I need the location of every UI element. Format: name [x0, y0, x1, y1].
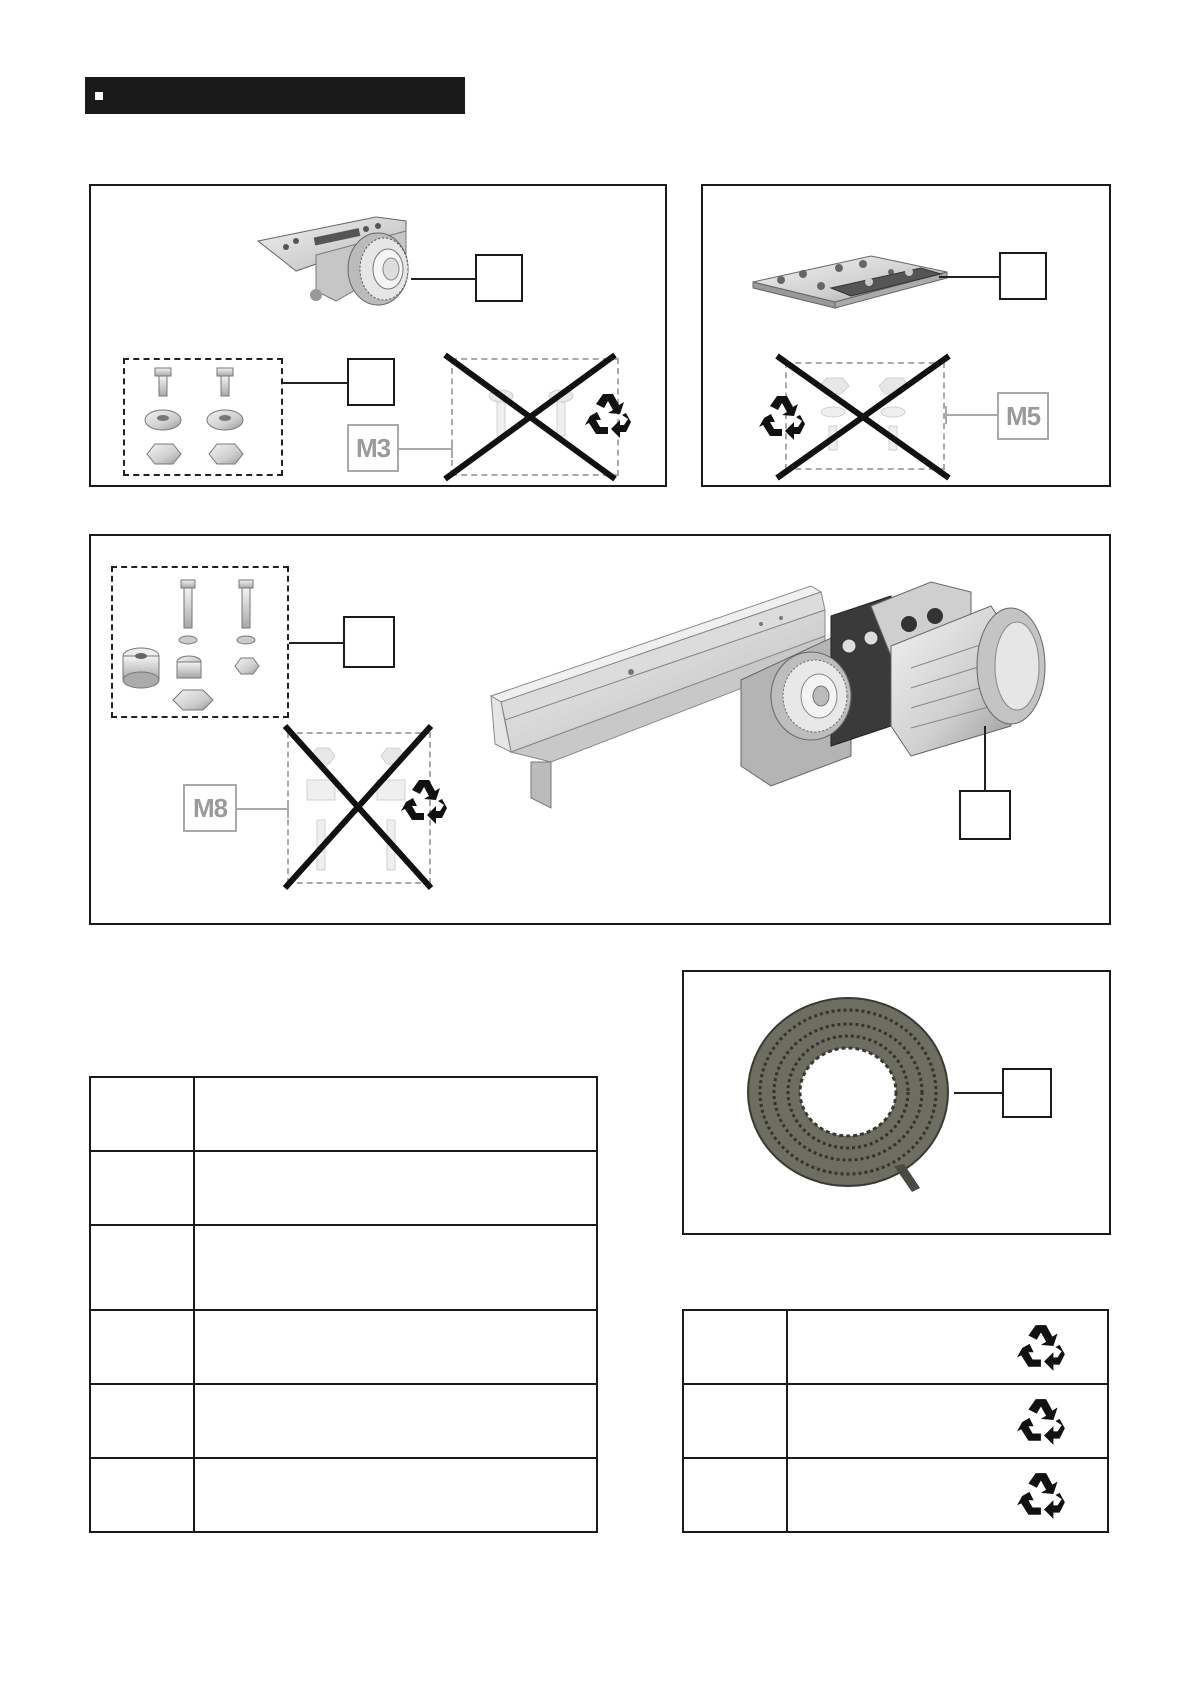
toothed-belt-coil-illustration [744, 996, 954, 1196]
header-bullet-icon [95, 92, 103, 100]
callout-box-motor [959, 790, 1011, 840]
callout-box-hardware [347, 358, 395, 406]
table-row [683, 1310, 1108, 1384]
table-row [90, 1384, 597, 1458]
leader-line [397, 448, 453, 450]
panel-toothed-belt [682, 970, 1111, 1235]
leader-line [954, 1092, 1004, 1094]
drive-plate-illustration [751, 254, 951, 314]
callout-box-pulley [475, 254, 523, 302]
table-cell-desc [787, 1310, 1108, 1384]
m3-label: M3 [347, 424, 399, 472]
table-cell-desc [194, 1458, 597, 1532]
table-cell-desc [787, 1384, 1108, 1458]
leader-tick [451, 440, 453, 458]
table-cell-ref [683, 1310, 787, 1384]
table-cell-ref [90, 1151, 194, 1225]
table-cell-ref [683, 1458, 787, 1532]
section-header-bar [85, 77, 465, 114]
table-row [90, 1225, 597, 1310]
recycle-icon [759, 392, 809, 442]
leader-line [939, 276, 1001, 278]
recycle-icon [1017, 1469, 1069, 1521]
table-cell-desc [194, 1151, 597, 1225]
table-cell-desc [787, 1458, 1108, 1532]
panel-drive-plate [701, 184, 1111, 487]
m8-label: M8 [183, 784, 237, 832]
rail-gearmotor-illustration [491, 576, 1051, 816]
table-row [90, 1458, 597, 1532]
leader-line [283, 382, 349, 384]
pulley-bracket-illustration [256, 211, 436, 321]
callout-box-plate [999, 252, 1047, 300]
leader-line [289, 642, 345, 644]
table-cell-desc [194, 1310, 597, 1384]
table-row [90, 1151, 597, 1225]
table-row [90, 1310, 597, 1384]
leader-line [984, 726, 986, 792]
leader-tick [287, 800, 289, 818]
leader-tick [945, 406, 947, 424]
table-cell-ref [90, 1225, 194, 1310]
recycle-icon [1017, 1321, 1069, 1373]
table-cell-ref [90, 1384, 194, 1458]
callout-box-hardware [343, 616, 395, 668]
table-cell-desc [194, 1077, 597, 1151]
panel-motor-rail [89, 534, 1111, 925]
table-cell-ref [90, 1458, 194, 1532]
hardware-screws-washers-nuts [143, 368, 263, 468]
table-cell-ref [90, 1077, 194, 1151]
m5-label: M5 [997, 392, 1049, 440]
table-cell-ref [90, 1310, 194, 1384]
table-cell-ref [683, 1384, 787, 1458]
recycle-icon [1017, 1395, 1069, 1447]
table-cell-desc [194, 1225, 597, 1310]
recycle-parts-table [682, 1309, 1109, 1533]
table-row [683, 1384, 1108, 1458]
recycle-icon [401, 776, 451, 826]
leader-line [945, 414, 999, 416]
leader-line [411, 278, 477, 280]
table-cell-desc [194, 1384, 597, 1458]
parts-list-table [89, 1076, 598, 1533]
recycle-icon [585, 390, 635, 440]
table-row [683, 1458, 1108, 1532]
leader-line [237, 808, 287, 810]
callout-box-belt [1002, 1068, 1052, 1118]
panel-pulley-bracket [89, 184, 667, 487]
table-row [90, 1077, 597, 1151]
hardware-bolts-spacers [121, 580, 281, 710]
